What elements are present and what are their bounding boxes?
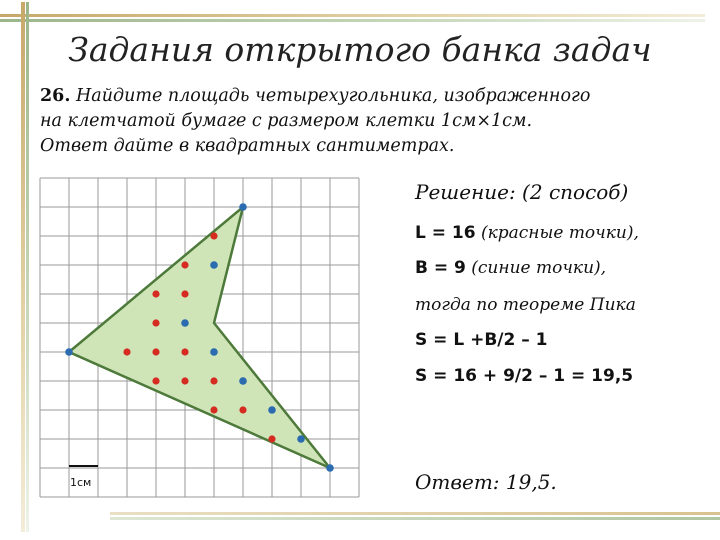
- interior-point: [152, 348, 159, 355]
- l-note: (красные точки),: [480, 223, 639, 243]
- pick-theorem-text: тогда по теореме Пика: [415, 295, 636, 315]
- problem-line-3: Ответ дайте в квадратных сантиметрах.: [40, 136, 455, 156]
- l-formula: L = 16: [415, 223, 476, 243]
- interior-point: [181, 348, 188, 355]
- b-formula: B = 9: [415, 258, 466, 278]
- quadrilateral: [69, 207, 330, 468]
- boundary-point: [210, 261, 218, 269]
- slide-title: Задания открытого банка задач: [68, 30, 652, 69]
- boundary-point: [268, 406, 276, 414]
- interior-point: [268, 435, 275, 442]
- interior-point: [210, 406, 217, 413]
- problem-number: 26.: [40, 86, 71, 106]
- interior-point: [210, 232, 217, 239]
- boundary-point: [181, 319, 189, 327]
- interior-point: [181, 290, 188, 297]
- boundary-point: [239, 377, 247, 385]
- interior-point: [152, 290, 159, 297]
- boundary-point: [297, 435, 305, 443]
- interior-point: [239, 406, 246, 413]
- area-calculation: S = 16 + 9/2 – 1 = 19,5: [415, 366, 634, 386]
- solution-heading: Решение: (2 способ): [415, 180, 629, 204]
- boundary-point: [210, 348, 218, 356]
- boundary-point: [239, 203, 247, 211]
- b-note: (синие точки),: [471, 258, 607, 278]
- problem-line-2: на клетчатой бумаге с размером клетки 1см×1см.: [40, 111, 533, 131]
- scale-label: 1см: [70, 476, 92, 489]
- interior-point: [123, 348, 130, 355]
- interior-point: [181, 377, 188, 384]
- interior-point: [181, 261, 188, 268]
- answer-text: Ответ: 19,5.: [415, 470, 557, 494]
- boundary-point: [326, 464, 334, 472]
- interior-point: [152, 377, 159, 384]
- problem-text-1: Найдите площадь четырехугольника, изображенного: [76, 86, 591, 106]
- boundary-point: [65, 348, 73, 356]
- solution-b-line: [415, 258, 606, 278]
- interior-point: [152, 319, 159, 326]
- interior-point: [210, 377, 217, 384]
- solution-l-line: [415, 223, 639, 243]
- pick-formula: S = L +B/2 – 1: [415, 330, 548, 350]
